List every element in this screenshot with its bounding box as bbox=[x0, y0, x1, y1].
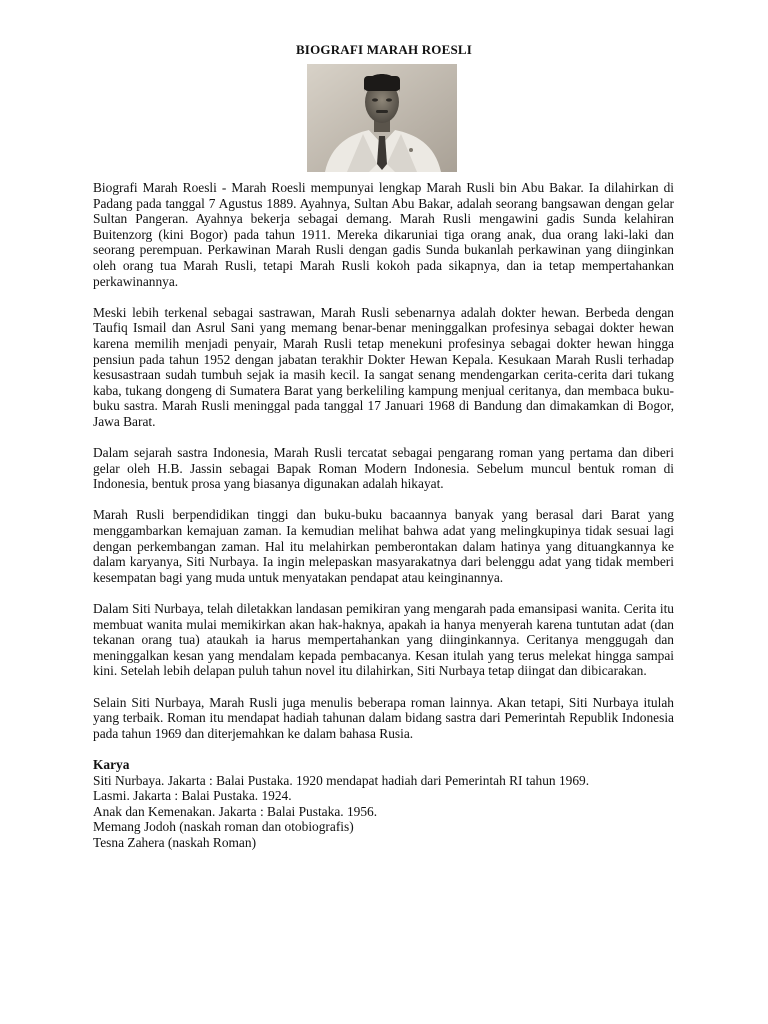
paragraph-3: Dalam sejarah sastra Indonesia, Marah Rusli tercatat sebagai pengarang roman yang pertama dan diberi gelar oleh H.B. Jassin sebagai Bapak Roman Modern Indonesia. Sebelum muncul bentuk roman di Indonesia, bentuk prosa yang biasanya digunakan adalah hikayat. bbox=[93, 445, 674, 492]
karya-section bbox=[93, 757, 674, 851]
karya-item: Tesna Zahera (naskah Roman) bbox=[93, 834, 257, 850]
page-title: BIOGRAFI MARAH ROESLI bbox=[295, 42, 473, 57]
paragraph-5: Dalam Siti Nurbaya, telah diletakkan landasan pemikiran yang mengarah pada emansipasi wanita. Cerita itu membuat wanita mulai memikirkan akan hak-haknya, apakah ia hanya menyerah karena tuntutan adat (dan tekanan orang tua) ataukah ia harus mempertahankan yang diinginkannya. Ceritanya menggugah dan meninggalkan kesan yang mendalam kepada pembacanya. Kesan itulah yang terus melekat hingga sampai kini. Setelah lebih delapan puluh tahun novel itu dilahirkan, Siti Nurbaya tetap diingat dan dibicarakan. bbox=[93, 601, 674, 679]
paragraph-2: Meski lebih terkenal sebagai sastrawan, Marah Rusli sebenarnya adalah dokter hewan. Berbeda dengan Taufiq Ismail dan Asrul Sani yang memang benar-benar meninggalkan profesinya sebagai dokter hewan karena memilih menjadi penyair, Marah Rusli tetap menekuni profesinya sebagai dokter hewan hingga pensiun pada tahun 1952 dengan jabatan terakhir Dokter Hewan Kepala. Kesukaan Marah Rusli terhadap kesusastraan sudah tumbuh sejak ia masih kecil. Ia sangat senang mendengarkan cerita-cerita dari tukang kaba, tukang dongeng di Sumatera Barat yang berkeliling kampung menjual ceritanya, dan membaca buku-buku sastra. Marah Rusli meninggal pada tanggal 17 Januari 1968 di Bandung dan dimakamkan di Bogor, Jawa Barat. bbox=[93, 304, 674, 429]
karya-item: Memang Jodoh (naskah roman dan otobiografis) bbox=[93, 819, 354, 835]
paragraph-6: Selain Siti Nurbaya, Marah Rusli juga menulis beberapa roman lainnya. Akan tetapi, Siti Nurbaya itulah yang terbaik. Roman itu mendapat hadiah tahunan dalam bidang sastra dari Pemerintah Republik Indonesia pada tahun 1969 dan diterjemahkan ke dalam bahasa Rusia. bbox=[93, 694, 674, 741]
portrait-photo bbox=[307, 64, 457, 172]
karya-heading: Karya bbox=[93, 756, 130, 772]
paragraph-1: Biografi Marah Roesli - Marah Roesli mempunyai lengkap Marah Rusli bin Abu Bakar. Ia dilahirkan di Padang pada tanggal 7 Agustus 1889. Ayahnya, Sultan Abu Bakar, adalah seorang bangsawan dengan gelar Sultan Pangeran. Ayahnya bekerja sebagai demang. Marah Rusli mengawini gadis Sunda kelahiran Buitenzorg (kini Bogor) pada tahun 1911. Mereka dikaruniai tiga orang anak, dua orang laki-laki dan seorang perempuan. Perkawinan Marah Rusli dengan gadis Sunda bukanlah perkawinan yang diinginkan oleh orang tua Marah Rusli, tetapi Marah Rusli kokoh pada sikapnya, dan ia tetap mempertahankan perkawinannya. bbox=[93, 180, 674, 289]
paragraph-4: Marah Rusli berpendidikan tinggi dan buku-buku bacaannya banyak yang berasal dari Barat yang menggambarkan kemajuan zaman. Ia kemudian melihat bahwa adat yang melingkupinya tidak sesuai lagi dengan perkembangan zaman. Hal itu melahirkan pemberontakan dalam hatinya yang dituangkannya ke dalam karyanya, Siti Nurbaya. Ia ingin melepaskan masyarakatnya dari belenggu adat yang tidak memberi kesempatan bagi yang muda untuk menyatakan pendapat atau keinginannya. bbox=[93, 507, 674, 585]
document-body bbox=[93, 180, 674, 851]
karya-list bbox=[93, 773, 674, 851]
karya-item: Lasmi. Jakarta : Balai Pustaka. 1924. bbox=[93, 788, 292, 804]
karya-item: Siti Nurbaya. Jakarta : Balai Pustaka. 1920 mendapat hadiah dari Pemerintah RI tahun 1969. bbox=[93, 772, 590, 788]
karya-item: Anak dan Kemenakan. Jakarta : Balai Pustaka. 1956. bbox=[93, 803, 378, 819]
